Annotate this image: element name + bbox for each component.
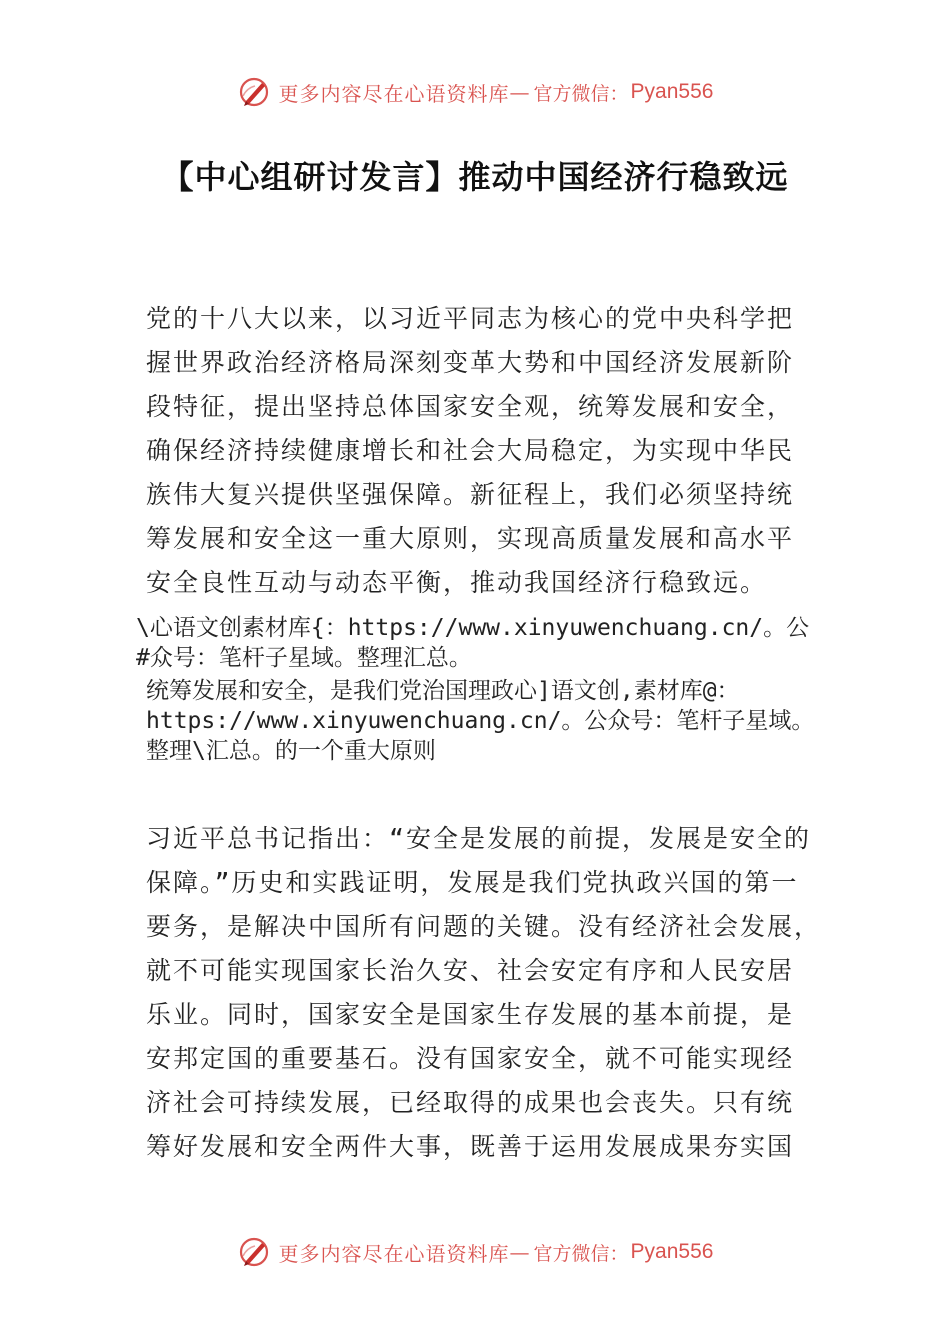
document-title: 【中心组研讨发言】推动中国经济行稳致远 <box>161 158 789 196</box>
text-line: 确保经济持续健康增长和社会大局稳定，为实现中华民 <box>146 436 795 465</box>
text-line: 就不可能实现国家长治久安、社会安定有序和人民安居 <box>146 956 795 985</box>
text-line: 要务，是解决中国所有问题的关键。没有经济社会发展， <box>146 912 822 941</box>
banner-wechat-id: Pyan556 <box>630 80 714 103</box>
paragraph-body <box>146 817 822 1169</box>
banner-text: 更多内容尽在心语资料库 <box>278 81 510 106</box>
text-line: 整理\汇总。的一个重大原则 <box>146 738 436 764</box>
watermark-source-note <box>136 613 846 673</box>
text-line: 党的十八大以来，以习近平同志为核心的党中央科学把 <box>146 304 795 333</box>
text-line: 段特征，提出坚持总体国家安全观，统筹发展和安全， <box>146 392 795 421</box>
text-line: https://www.xinyuwenchuang.cn/。公众号：笔杆子星域。 <box>146 708 815 734</box>
text-line: #众号：笔杆子星域。整理汇总。 <box>136 645 472 671</box>
banner-wechat-label: 官方微信： <box>533 1242 629 1265</box>
text-line: 习近平总书记指出：“安全是发展的前提，发展是安全的 <box>146 824 812 853</box>
text-line: 筹好发展和安全两件大事，既善于运用发展成果夯实国 <box>146 1132 795 1161</box>
text-line: 握世界政治经济格局深刻变革大势和中国经济发展新阶 <box>146 348 795 377</box>
text-line: \心语文创素材库{：https://www.xinyuwenchuang.cn/。公 <box>136 615 810 641</box>
banner-text: 更多内容尽在心语资料库 <box>278 1241 510 1266</box>
pen-logo-icon <box>237 1234 273 1270</box>
text-line: 乐业。同时，国家安全是国家生存发展的基本前提，是 <box>146 1000 795 1029</box>
paragraph-intro <box>146 297 811 605</box>
section-heading <box>146 676 856 766</box>
header-banner <box>0 72 950 112</box>
text-line: 筹发展和安全这一重大原则，实现高质量发展和高水平 <box>146 524 795 553</box>
banner-wechat-id: Pyan556 <box>630 1240 714 1263</box>
banner-separator: — <box>509 1240 530 1264</box>
banner-wechat-label: 官方微信： <box>533 82 629 105</box>
text-line: 安全良性互动与动态平衡，推动我国经济行稳致远。 <box>146 568 768 597</box>
text-line: 统筹发展和安全，是我们党治国理政心]语文创,素材库@： <box>146 678 740 704</box>
text-line: 族伟大复兴提供坚强保障。新征程上，我们必须坚持统 <box>146 480 795 509</box>
banner-separator: — <box>509 80 530 104</box>
footer-banner <box>0 1232 950 1272</box>
text-line: 济社会可持续发展，已经取得的成果也会丧失。只有统 <box>146 1088 795 1117</box>
text-line: 保障。”历史和实践证明，发展是我们党执政兴国的第一 <box>146 868 799 897</box>
text-line: 安邦定国的重要基石。没有国家安全，就不可能实现经 <box>146 1044 795 1073</box>
pen-logo-icon <box>237 74 273 110</box>
